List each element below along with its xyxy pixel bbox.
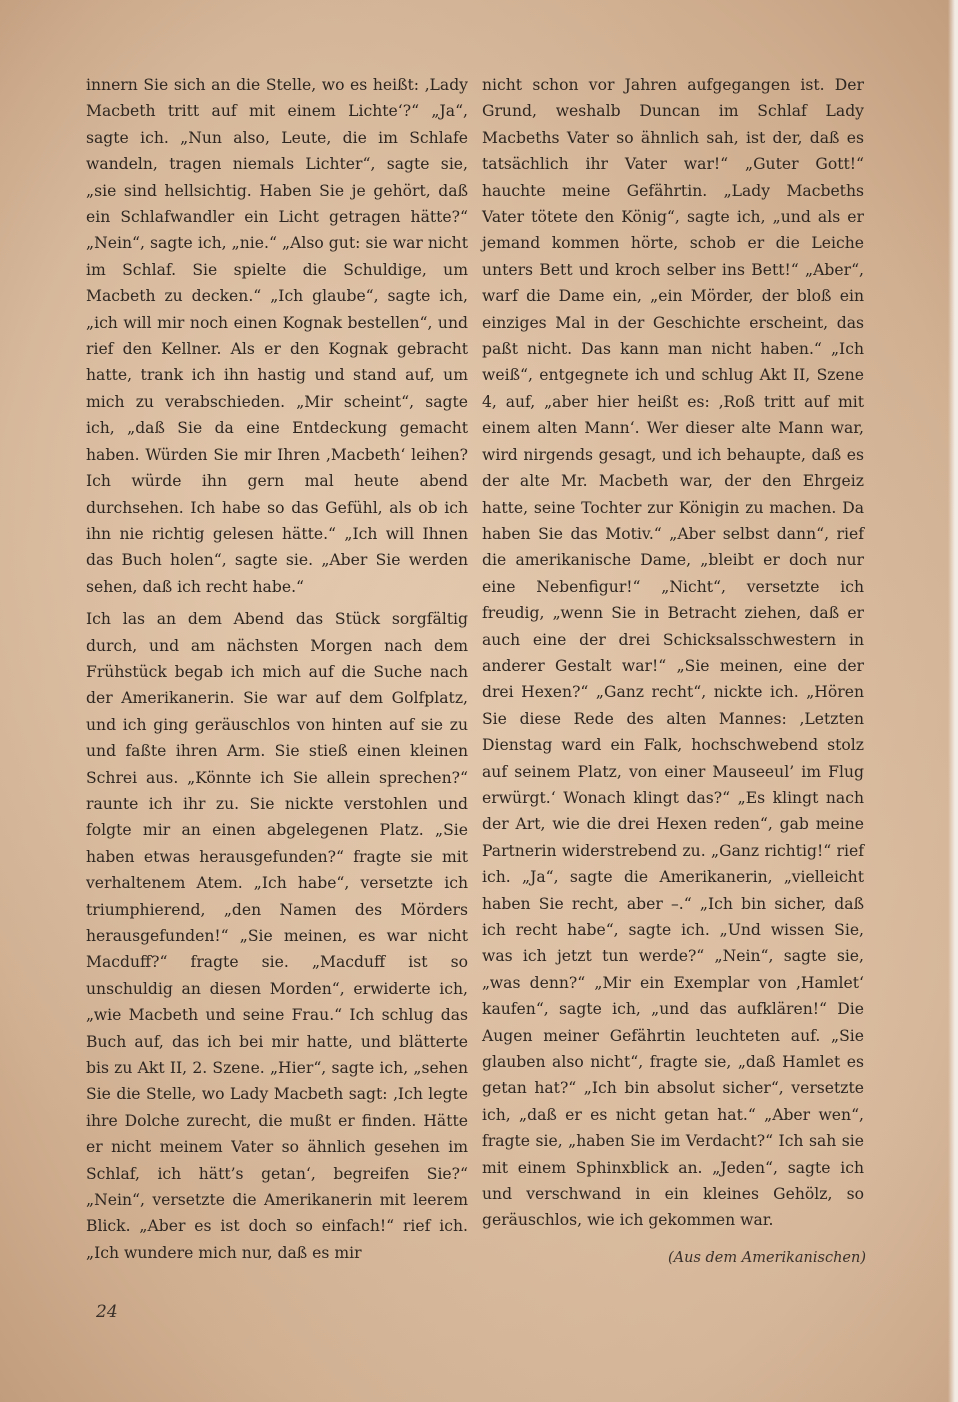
right-column [482,72,864,1234]
page-edge [948,0,958,1402]
paragraph: innern Sie sich an die Stelle, wo es heißt: ‚Lady Macbeth tritt auf mit einem Lichte‘?“ „Ja“, sagte ich. „Nun also, Leute, die im Schlafe wandeln, tragen niemals Lichter“, sagte sie, „sie sind hellsichtig. Haben Sie je gehört, daß ein Schlafwandler ein Licht getragen hätte?“ „Nein“, sagte ich, „nie.“ „Also gut: sie war nicht im Schlaf. Sie spielte die Schuldige, um Macbeth zu decken.“ „Ich glaube“, sagte ich, „ich will mir noch einen Kognak bestellen“, und rief den Kellner. Als er den Kognak gebracht hatte, trank ich ihn hastig und stand auf, um mich zu verabschieden. „Mir scheint“, sagte ich, „daß Sie da eine Entdeckung gemacht haben. Würden Sie mir Ihren ‚Macbeth‘ leihen? Ich würde ihn gern mal heute abend durchsehen. Ich habe so das Gefühl, als ob ich ihn nie richtig gelesen hätte.“ „Ich will Ihnen das Buch holen“, sagte sie. „Aber Sie werden sehen, daß ich recht habe.“ [86,76,468,596]
page-number: 24 [96,1302,118,1322]
left-column [86,72,468,1266]
source-attribution: (Aus dem Amerikanischen) [668,1250,866,1266]
paragraph: Ich las an dem Abend das Stück sorgfältig durch, und am nächsten Morgen nach dem Frühstück begab ich mich auf die Suche nach der Amerikanerin. Sie war auf dem Golfplatz, und ich ging geräuschlos von hinten auf sie zu und faßte ihren Arm. Sie stieß einen kleinen Schrei aus. „Könnte ich Sie allein sprechen?“ raunte ich ihr zu. Sie nickte verstohlen und folgte mir an einen abgelegenen Platz. „Sie haben etwas herausgefunden?“ fragte sie mit verhaltenem Atem. „Ich habe“, versetzte ich triumphierend, „den Namen des Mörders herausgefunden!“ „Sie meinen, es war nicht Macduff?“ fragte sie. „Macduff ist so unschuldig an diesen Morden“, erwiderte ich, „wie Macbeth und seine Frau.“ Ich schlug das Buch auf, das ich bei mir hatte, und blätterte bis zu Akt II, 2. Szene. „Hier“, sagte ich, „sehen Sie die Stelle, wo Lady Macbeth sagt: ‚Ich legte ihre Dolche zurecht, die mußt er finden. Hätte er nicht meinem Vater so ähnlich gesehen im Schlaf, ich hätt’s getan‘, begreifen Sie?“ „Nein“, versetzte die Amerikanerin mit leerem Blick. „Aber es ist doch so einfach!“ rief ich. „Ich wundere mich nur, daß es mir [86,610,468,1262]
paragraph: nicht schon vor Jahren aufgegangen ist. Der Grund, weshalb Duncan im Schlaf Lady Macbeths Vater so ähnlich sah, ist der, daß es tatsächlich ihr Vater war!“ „Guter Gott!“ hauchte meine Gefährtin. „Lady Macbeths Vater tötete den König“, sagte ich, „und als er jemand kommen hörte, schob er die Leiche unters Bett und kroch selber ins Bett!“ „Aber“, warf die Dame ein, „ein Mörder, der bloß ein einziges Mal in der Geschichte erscheint, das paßt nicht. Das kann man nicht haben.“ „Ich weiß“, entgegnete ich und schlug Akt II, Szene 4, auf, „aber hier heißt es: ‚Roß tritt auf mit einem alten Mann‘. Wer dieser alte Mann war, wird nirgends gesagt, und ich behaupte, daß es der alte Mr. Macbeth war, der den Ehrgeiz hatte, seine Tochter zur Königin zu machen. Da haben Sie das Motiv.“ „Aber selbst dann“, rief die amerikanische Dame, „bleibt er doch nur eine Nebenfigur!“ „Nicht“, versetzte ich freudig, „wenn Sie in Betracht ziehen, daß er auch eine der drei Schicksalsschwestern in anderer Gestalt war!“ „Sie meinen, eine der drei Hexen?“ „Ganz recht“, nickte ich. „Hören Sie diese Rede des alten Mannes: ‚Letzten Dienstag ward ein Falk, hochschwebend stolz auf seinem Platz, von einer Mauseeul’ im Flug erwürgt.‘ Wonach klingt das?“ „Es klingt nach der Art, wie die drei Hexen reden“, gab meine Partnerin widerstrebend zu. „Ganz richtig!“ rief ich. „Ja“, sagte die Amerikanerin, „vielleicht haben Sie recht, aber –.“ „Ich bin sicher, daß ich recht habe“, sagte ich. „Und wissen Sie, was ich jetzt tun werde?“ „Nein“, sagte sie, „was denn?“ „Mir ein Exemplar von ‚Hamlet‘ kaufen“, sagte ich, „und das aufklären!“ Die Augen meiner Gefährtin leuchteten auf. „Sie glauben also nicht“, fragte sie, „daß Hamlet es getan hat?“ „Ich bin absolut sicher“, versetzte ich, „daß er es nicht getan hat.“ „Aber wen“, fragte sie, „haben Sie im Verdacht?“ Ich sah sie mit einem Sphinxblick an. „Jeden“, sagte ich und verschwand in ein kleines Gehölz, so geräuschlos, wie ich gekommen war. [482,76,864,1230]
